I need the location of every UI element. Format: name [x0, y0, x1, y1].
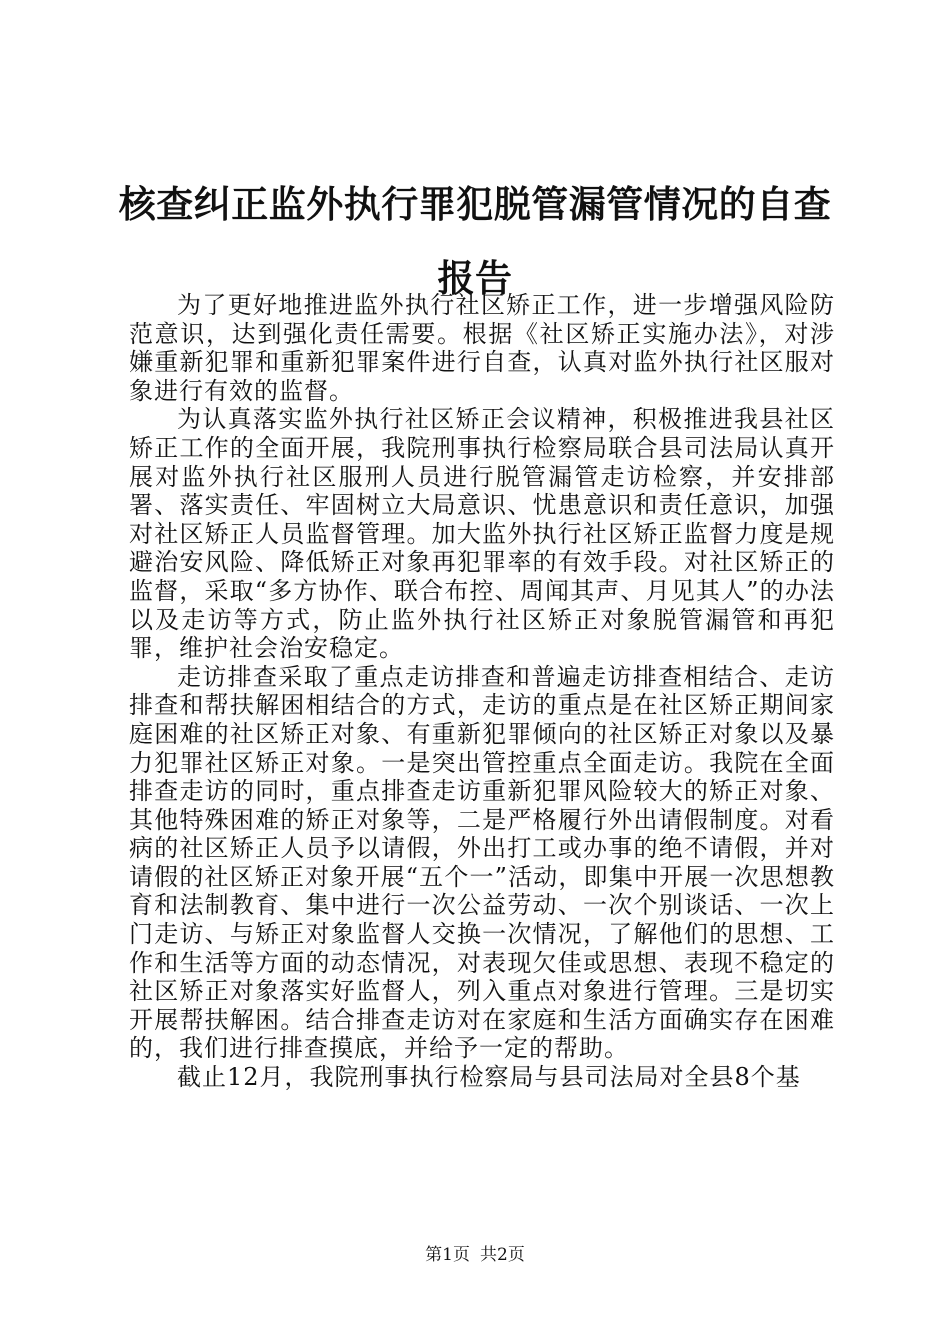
page-number: 第1页	[425, 1245, 470, 1265]
paragraph: 走访排查采取了重点走访排查和普遍走访排查相结合、走访排查和帮扶解困相结合的方式，走访的重点是在社区矫正期间家庭困难的社区矫正对象、有重新犯罪倾向的社区矫正对象以及暴力犯罪社区矫正对象。一是突出管控重点全面走访。我院在全面排查走访的同时，重点排查走访重新犯罪风险较大的矫正对象、其他特殊困难的矫正对象等，二是严格履行外出请假制度。对看病的社区矫正人员予以请假，外出打工或办事的绝不请假，并对请假的社区矫正对象开展“五个一”活动，即集中开展一次思想教育和法制教育、集中进行一次公益劳动、一次个别谈话、一次上门走访、与矫正对象监督人交换一次情况，了解他们的思想、工作和生活等方面的动态情况，对表现欠佳或思想、表现不稳定的社区矫正对象落实好监督人，列入重点对象进行管理。三是切实开展帮扶解困。结合排查走访对在家庭和生活方面确实存在困难的，我们进行排查摸底，并给予一定的帮助。	[129, 662, 835, 1063]
paragraph: 截止12月，我院刑事执行检察局与县司法局对全县8个基	[177, 1063, 801, 1092]
page-footer	[0, 1245, 950, 1265]
paragraph: 为了更好地推进监外执行社区矫正工作，进一步增强风险防范意识，达到强化责任需要。根据《社区矫正实施办法》，对涉嫌重新犯罪和重新犯罪案件进行自查，认真对监外执行社区服对象进行有效的监督。	[129, 291, 835, 405]
paragraph: 为认真落实监外执行社区矫正会议精神，积极推进我县社区矫正工作的全面开展，我院刑事执行检察局联合县司法局认真开展对监外执行社区服刑人员进行脱管漏管走访检察，并安排部署、落实责任、牢固树立大局意识、忧患意识和责任意识，加强对社区矫正人员监督管理。加大监外执行社区矫正监督力度是规避治安风险、降低矫正对象再犯罪率的有效手段。对社区矫正的监督，采取“多方协作、联合布控、周闻其声、月见其人”的办法以及走访等方式，防止监外执行社区矫正对象脱管漏管和再犯罪，维护社会治安稳定。	[129, 405, 835, 663]
document-body	[129, 291, 835, 1092]
page-total: 共2页	[480, 1245, 525, 1265]
document-title: 核查纠正监外执行罪犯脱管漏管情况的自查报告	[118, 183, 832, 300]
